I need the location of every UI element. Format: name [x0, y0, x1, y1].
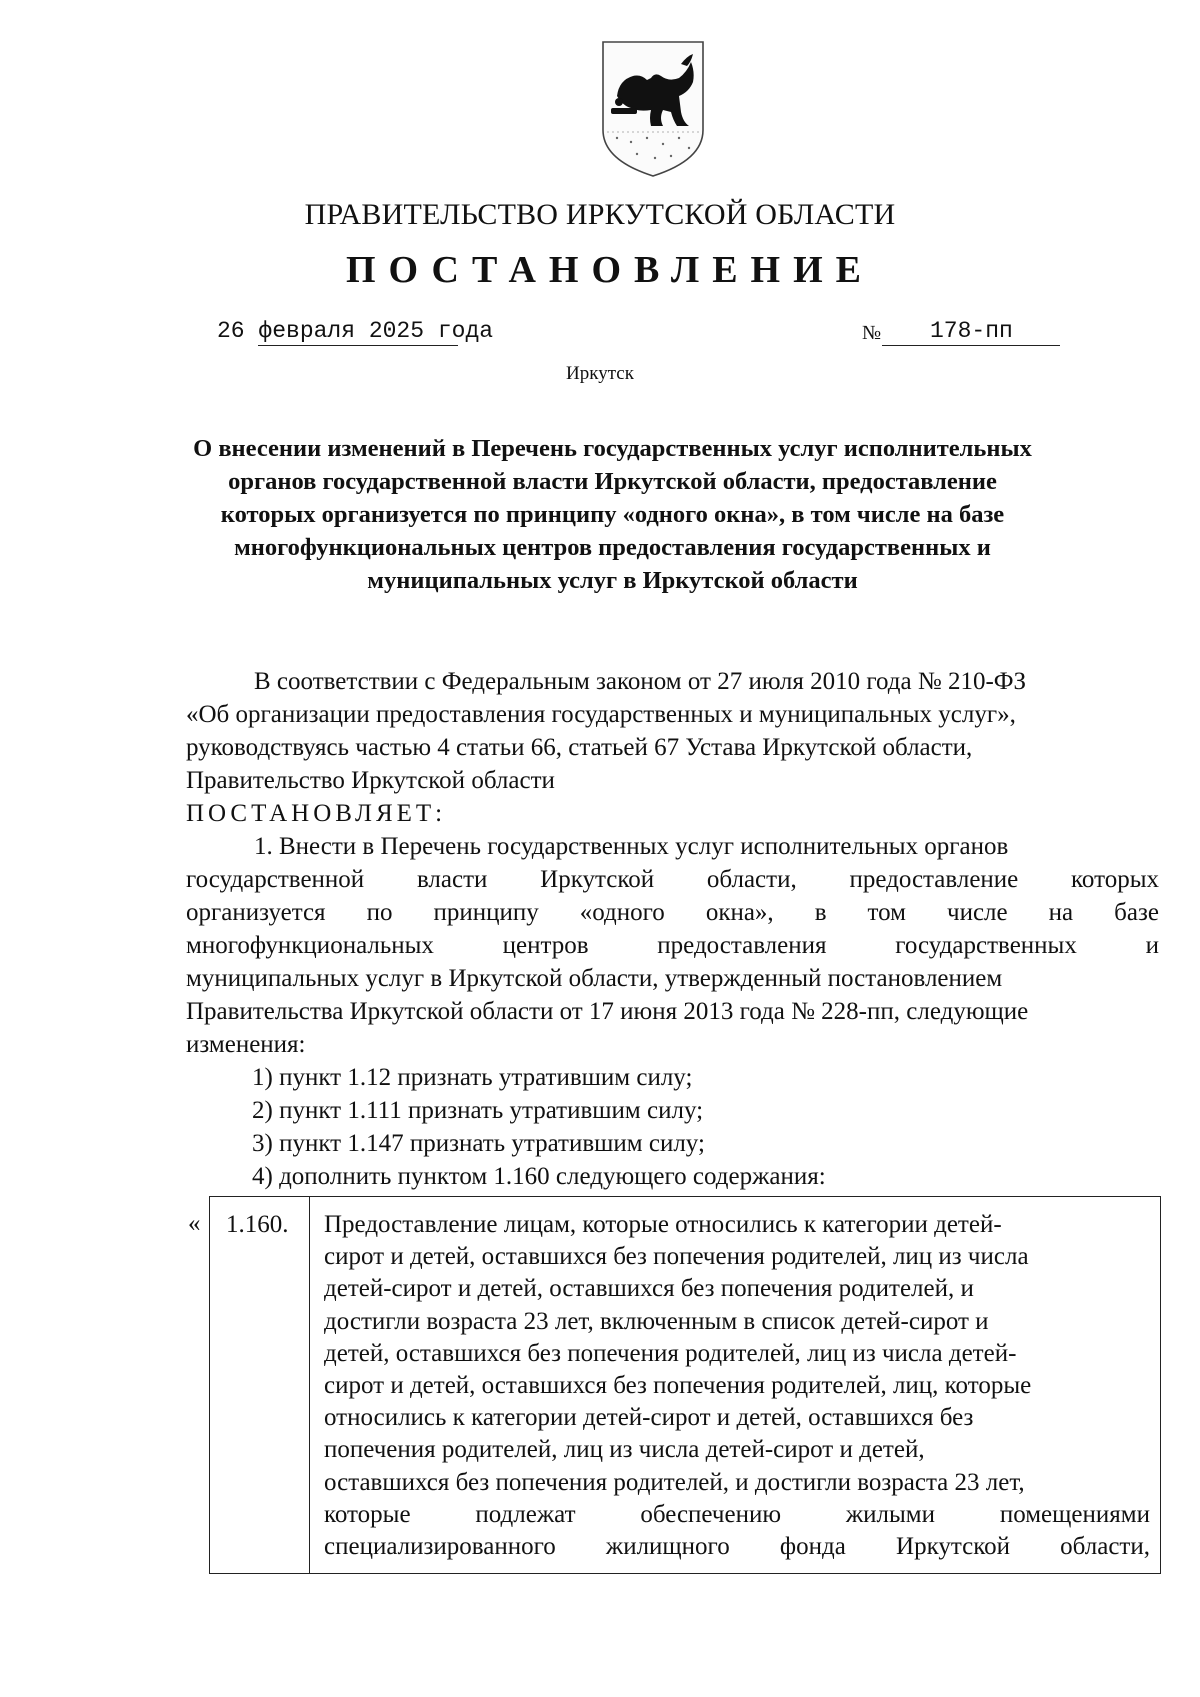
word: центров [502, 932, 589, 959]
word: числе [947, 899, 1008, 926]
word: жилыми [845, 1500, 935, 1528]
word: по [366, 899, 393, 926]
table-text-line: относились к категории детей-сирот и детей, оставшихся без [324, 1404, 974, 1432]
word: государственной [186, 866, 365, 893]
word: подлежат [475, 1500, 576, 1528]
word: принципу [433, 899, 539, 926]
document-title [150, 432, 1075, 597]
item-line: 1. Внести в Перечень государственных услуг исполнительных органов [254, 833, 1009, 860]
city: Иркутск [566, 363, 634, 384]
word: обеспечению [640, 1500, 782, 1528]
word: и [1145, 932, 1159, 959]
item-line-justified [186, 929, 1159, 962]
document-number: 178-пп [930, 318, 1013, 344]
item-line: изменения: [186, 1031, 306, 1058]
word: области, [706, 866, 797, 893]
word: Иркутской [540, 866, 655, 893]
word: власти [416, 866, 488, 893]
word: которые [324, 1500, 411, 1528]
table-text-line: детей-сирот и детей, оставшихся без попечения родителей, и [324, 1275, 974, 1303]
document-date: 26 февраля 2025 года [217, 318, 494, 344]
word: государственных [895, 932, 1077, 959]
table-text-line: достигли возраста 23 лет, включенным в список детей-сирот и [324, 1307, 989, 1335]
title-line: которых организуется по принципу «одного окна», в том числе на базе [220, 501, 1005, 528]
word: области, [1060, 1533, 1150, 1561]
table-text-line: Предоставление лицам, которые относились к категории детей- [324, 1211, 1002, 1238]
table-text-line: детей, оставшихся без попечения родителей, лиц из числа детей- [324, 1339, 1017, 1367]
table-text-line-justified [324, 1499, 1150, 1531]
word: фонда [779, 1533, 846, 1561]
resolves-heading: ПОСТАНОВЛЯЕТ: [186, 800, 447, 827]
word: организуется [186, 899, 326, 926]
subitem: 1) пункт 1.12 признать утратившим силу; [252, 1064, 693, 1091]
item-line-justified [186, 896, 1159, 929]
table-text-line: оставшихся без попечения родителей, и достигли возраста 23 лет, [324, 1468, 1025, 1496]
table-text-line: попечения родителей, лиц из числа детей-сирот и детей, [324, 1436, 925, 1464]
table-text-cell [309, 1196, 1161, 1574]
title-line: О внесении изменений в Перечень государственных услуг исполнительных [193, 435, 1032, 462]
table-text-line: сирот и детей, оставшихся без попечения родителей, лиц, которые [324, 1372, 1032, 1400]
preamble-line: Правительство Иркутской области [186, 767, 555, 794]
number-underline [882, 345, 1060, 346]
preamble-line: руководствуясь частью 4 статьи 66, статьей 67 Устава Иркутской области, [186, 734, 973, 761]
subitem: 2) пункт 1.111 признать утратившим силу; [252, 1097, 704, 1124]
word: помещениями [999, 1500, 1150, 1528]
word: предоставления [657, 932, 827, 959]
date-underline [258, 345, 458, 346]
title-line: органов государственной власти Иркутской области, предоставление [228, 468, 997, 495]
coat-of-arms-icon [597, 38, 709, 180]
word: многофункциональных [186, 932, 434, 959]
word: жилищного [605, 1533, 730, 1561]
word: «одного [579, 899, 665, 926]
preamble-line: «Об организации предоставления государственных и муниципальных услуг», [186, 701, 1016, 728]
amendment-table [188, 1196, 1161, 1572]
word: на [1048, 899, 1074, 926]
word: в [814, 899, 827, 926]
word: Иркутской [896, 1533, 1010, 1561]
item-line-justified [186, 863, 1159, 896]
table-number-cell [209, 1196, 310, 1574]
table-text-line: сирот и детей, оставшихся без попечения родителей, лиц из числа [324, 1243, 1029, 1271]
item-line: муниципальных услуг в Иркутской области, утвержденный постановлением [186, 965, 1003, 992]
word: специализированного [324, 1533, 556, 1561]
subitem: 3) пункт 1.147 признать утратившим силу; [252, 1130, 705, 1157]
title-line: многофункциональных центров предоставления государственных и [234, 534, 991, 561]
word: базе [1114, 899, 1159, 926]
title-line: муниципальных услуг в Иркутской области [367, 567, 858, 594]
number-sign: № [862, 322, 882, 344]
table-text-line-justified [324, 1531, 1150, 1563]
word: окна», [705, 899, 774, 926]
document-type: ПОСТАНОВЛЕНИЕ [345, 249, 875, 291]
word: которых [1071, 866, 1159, 893]
word: том [867, 899, 906, 926]
row-number: 1.160. [226, 1211, 289, 1238]
document-body [186, 665, 1159, 1193]
preamble-line: В соответствии с Федеральным законом от 27 июля 2010 года № 210-ФЗ [254, 668, 1027, 695]
government-name: ПРАВИТЕЛЬСТВО ИРКУТСКОЙ ОБЛАСТИ [304, 198, 896, 231]
item-line: Правительства Иркутской области от 17 июня 2013 года № 228-пп, следующие [186, 998, 1029, 1025]
subitem: 4) дополнить пунктом 1.160 следующего содержания: [252, 1163, 826, 1190]
open-quote: « [188, 1210, 201, 1237]
word: предоставление [849, 866, 1019, 893]
